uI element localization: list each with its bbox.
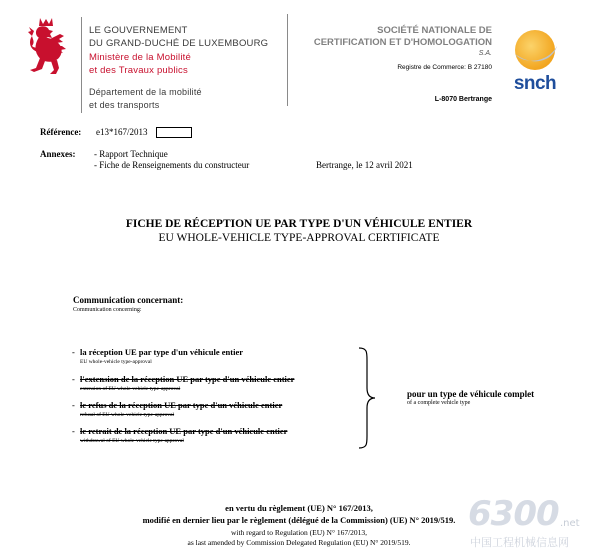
- item-3-dash: -: [72, 400, 75, 410]
- title-french: FICHE DE RÉCEPTION UE PAR TYPE D'UN VÉHICULE ENTIER: [125, 218, 473, 230]
- header-divider-right: [287, 14, 288, 106]
- government-line-2: DU GRAND-DUCHÉ DE LUXEMBOURG: [89, 38, 269, 49]
- communication-label-en: Communication concerning:: [73, 307, 142, 313]
- snch-name-line-2: CERTIFICATION ET D'HOMOLOGATION: [313, 37, 492, 48]
- item-3-french: le refus de la réception UE par type d'un véhicule entier: [80, 400, 283, 410]
- snch-sa: S.A.: [478, 50, 492, 57]
- curly-brace: [355, 346, 377, 450]
- government-line-1: LE GOUVERNEMENT: [89, 25, 188, 36]
- annex-item-2: - Fiche de Renseignements du constructeur: [94, 160, 250, 170]
- communication-label: Communication concernant:: [73, 295, 184, 305]
- item-2-french: l'extension de la réception UE par type d'un véhicule entier: [80, 374, 295, 384]
- watermark-chinese: 中国工程机械信息网: [470, 536, 569, 549]
- annex-item-1: - Rapport Technique: [94, 149, 168, 159]
- regulation-line-1: en vertu du règlement (UE) N° 167/2013,: [225, 503, 373, 513]
- title-english: EU WHOLE-VEHICLE TYPE-APPROVAL CERTIFICATE: [158, 232, 440, 244]
- snch-address: L-8070 Bertrange: [434, 96, 492, 103]
- reference-value: e13*167/2013: [96, 127, 148, 137]
- regulation-line-3: with regard to Regulation (EU) N° 167/2013,: [230, 528, 368, 537]
- snch-name-line-1: SOCIÉTÉ NATIONALE DE: [377, 25, 492, 36]
- watermark-net: .net: [560, 518, 580, 529]
- department-line-1: Département de la mobilité: [89, 87, 202, 97]
- item-4-dash: -: [72, 426, 75, 436]
- vehicle-type-french: pour un type de véhicule complet: [407, 389, 535, 399]
- item-1-french: la réception UE par type d'un véhicule entier: [80, 347, 243, 357]
- department-line-2: et des transports: [89, 100, 160, 110]
- ministry-line-1: Ministère de la Mobilité: [89, 52, 191, 63]
- item-4-english: withdrawal of EU whole-vehicle type-approval: [80, 438, 184, 444]
- redacted-box: [156, 127, 192, 138]
- annexes-label: Annexes:: [40, 149, 76, 159]
- vehicle-type-english: of a complete vehicle type: [407, 400, 471, 406]
- regulation-line-2: modifié en dernier lieu par le règlement (délégué de la Commission) (UE) N° 2019/519.: [142, 515, 456, 525]
- item-1-dash: -: [72, 347, 75, 357]
- watermark-number: 6300: [468, 494, 559, 534]
- item-2-english: extension of EU whole-vehicle type-approval: [80, 386, 181, 392]
- item-3-english: refusal of EU whole-vehicle type-approval: [80, 412, 175, 418]
- place-date: Bertrange, le 12 avril 2021: [316, 160, 413, 170]
- reference-label: Référence:: [40, 127, 82, 137]
- item-2-dash: -: [72, 374, 75, 384]
- ministry-line-2: et des Travaux publics: [89, 65, 188, 76]
- item-1-english: EU whole-vehicle type-approval: [80, 359, 152, 365]
- header-divider-left: [81, 17, 82, 113]
- regulation-line-4: as last amended by Commission Delegated Regulation (EU) N° 2019/519.: [187, 538, 411, 547]
- registre-commerce: Registre de Commerce: B 27180: [397, 64, 492, 71]
- item-4-french: le retrait de la réception UE par type d'un véhicule entier: [80, 426, 288, 436]
- luxembourg-lion-logo: [26, 16, 74, 78]
- snch-logo-text: snch: [513, 73, 557, 94]
